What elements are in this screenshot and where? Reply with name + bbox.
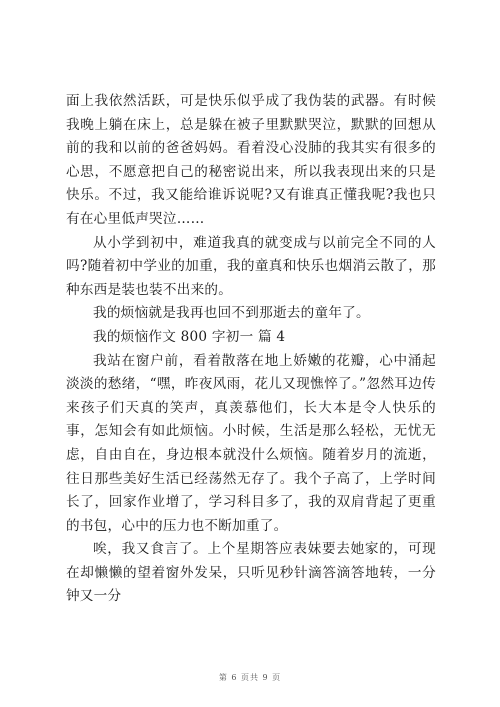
- paragraph-continued: 面上我依然活跃，可是快乐似乎成了我伪装的武器。有时候我晚上躺在床上，总是躲在被子里默默哭泣，默默的回想从前的我和以前的爸爸妈妈。看着没心没肺的我其实有很多的心思，不愿意把自己的秘密说出来，所以我表现出来的只是快乐。不过，我又能给谁诉说呢?又有谁真正懂我呢?我也只有在心里低声哭泣……: [66, 93, 436, 227]
- page-number-footer: 第 6 页共 9 页: [218, 673, 282, 682]
- paragraph: 从小学到初中，难道我真的就变成与以前完全不同的人吗?随着初中学业的加重，我的童真和快乐也烟消云散了，那种东西是装也装不出来的。: [66, 234, 436, 298]
- paragraph: 唉，我又食言了。上个星期答应表妹要去她家的，可现在却懒懒的望着窗外发呆，只听见秒针滴答滴答地转，一分钟又一分: [66, 541, 436, 605]
- section-heading: 我的烦恼作文 800 字初一 篇 4: [93, 328, 286, 345]
- paragraph: 我的烦恼就是我再也回不到那逝去的童年了。: [93, 305, 370, 322]
- paragraph: 我站在窗户前，看着散落在地上娇嫩的花瓣，心中涌起淡淡的愁绪，“嘿，昨夜风雨，花儿又现憔悴了。”忽然耳边传来孩子们天真的笑声，真羡慕他们，长大本是令人快乐的事，怎知会有如此烦恼。小时候，生活是那么轻松，无忧无虑，自由自在，身边根本就没什么烦恼。随着岁月的流逝，往日那些美好生活已经荡然无存了。我个子高了，上学时间长了，回家作业增了，学习科目多了，我的双肩背起了更重的书包，心中的压力也不断加重了。: [66, 352, 436, 534]
- document-body: [66, 90, 436, 609]
